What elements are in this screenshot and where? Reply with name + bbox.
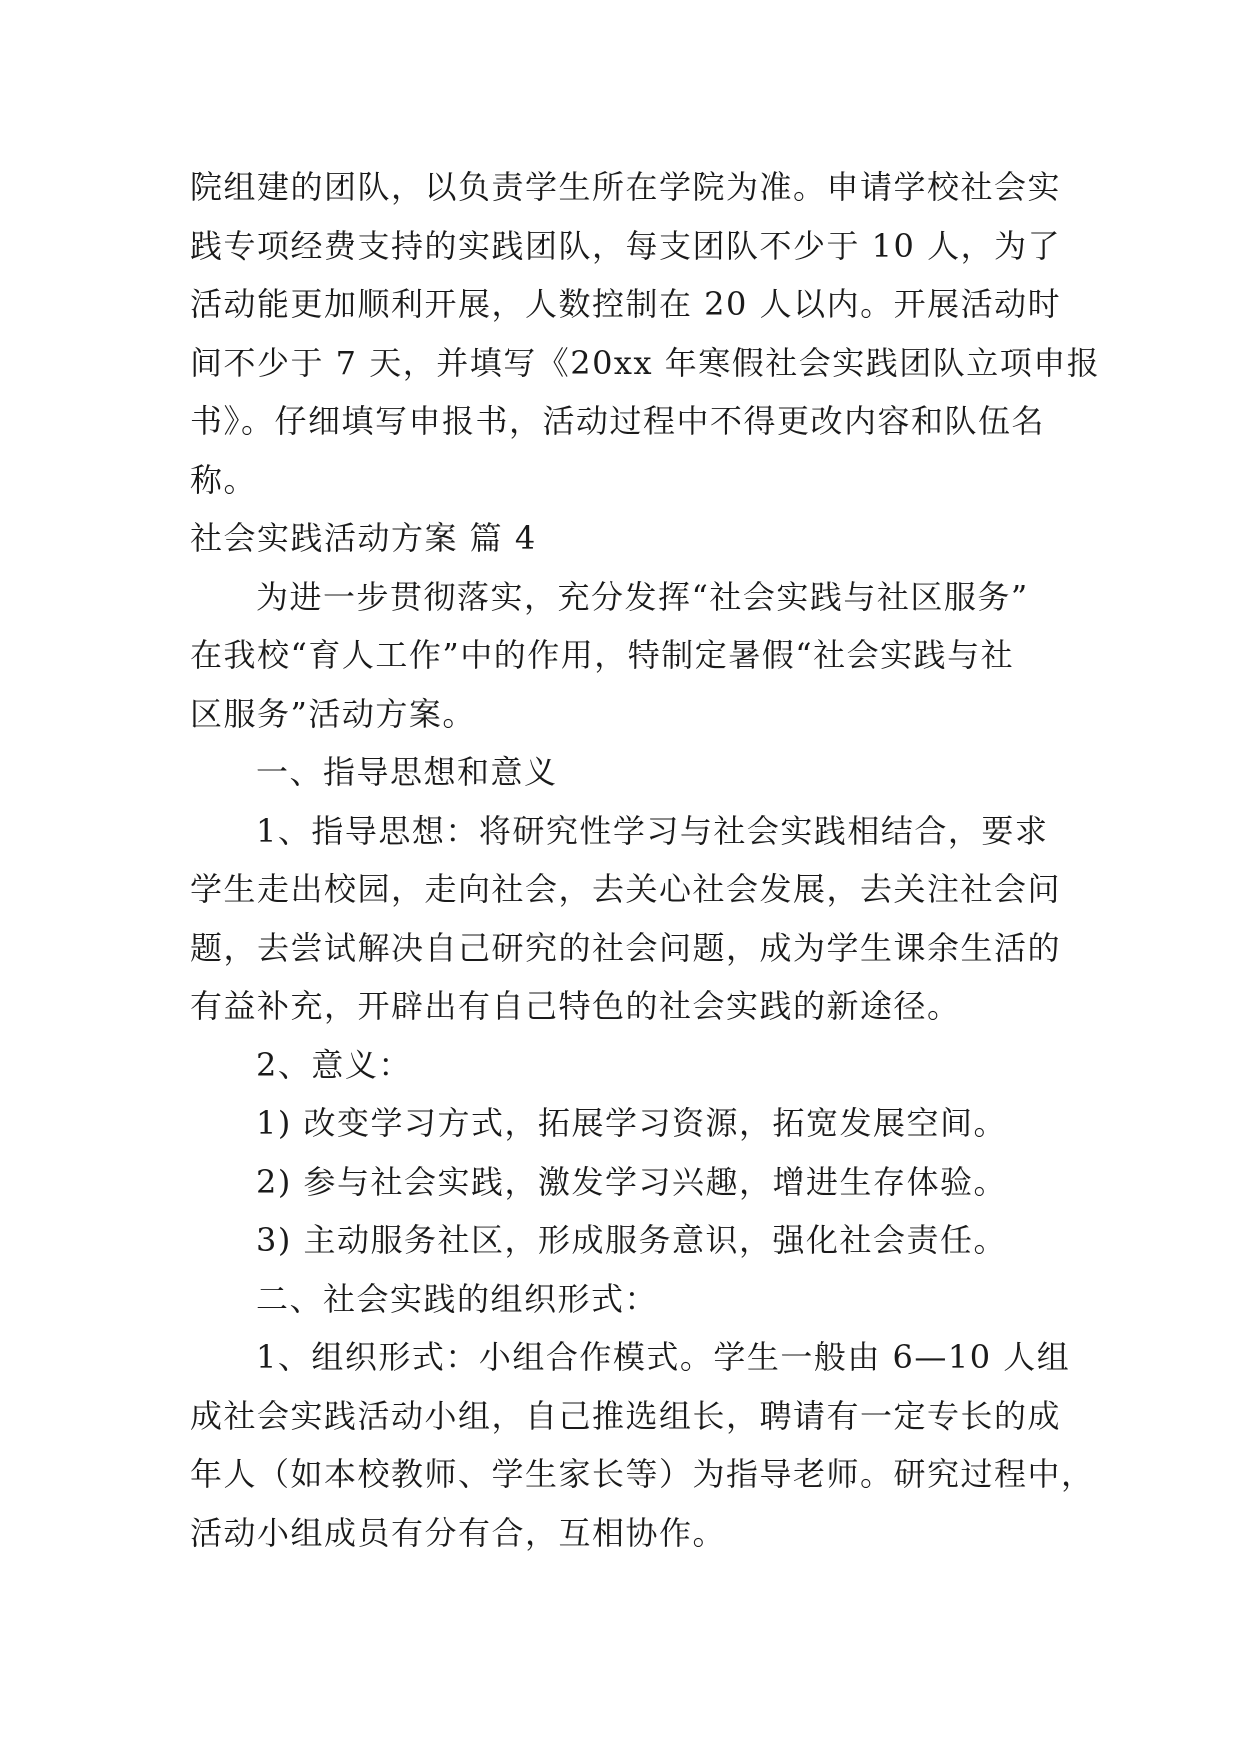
subsection-heading: 一、指导思想和意义 (256, 753, 558, 791)
text-line: 践专项经费支持的实践团队，每支团队不少于 10 人，为了 (190, 226, 1062, 265)
text-line: 成社会实践活动小组，自己推选组长，聘请有一定专长的成 (190, 1396, 1062, 1435)
section-heading: 社会实践活动方案 篇 4 (190, 519, 537, 557)
text-line: 学生走出校园，走向社会，去关心社会发展，去关注社会问 (190, 870, 1062, 908)
document-body (190, 158, 1101, 1562)
text-line: 活动能更加顺利开展，人数控制在 20 人以内。开展活动时 (190, 285, 1062, 323)
list-item: 2) 参与社会实践，激发学习兴趣，增进生存体验。 (256, 1162, 1008, 1201)
text-line: 1、指导思想：将研究性学习与社会实践相结合，要求 (256, 811, 1049, 850)
list-item: 3) 主动服务社区，形成服务意识，强化社会责任。 (256, 1221, 1008, 1259)
text-line: 年人（如本校教师、学生家长等）为指导老师。研究过程中， (190, 1455, 1095, 1493)
text-line: 为进一步贯彻落实，充分发挥“社会实践与社区服务” (256, 577, 1029, 616)
text-line: 院组建的团队，以负责学生所在学院为准。申请学校社会实 (190, 168, 1062, 206)
list-item: 1) 改变学习方式，拓展学习资源，拓宽发展空间。 (256, 1104, 1008, 1142)
text-line: 称。 (190, 460, 258, 499)
text-line: 题，去尝试解决自己研究的社会问题，成为学生课余生活的 (190, 928, 1062, 967)
text-line: 2、意义： (256, 1045, 412, 1084)
text-line: 1、组织形式：小组合作模式。学生一般由 6—10 人组 (256, 1338, 1071, 1376)
text-line: 间不少于 7 天，并填写《20xx 年寒假社会实践团队立项申报 (190, 343, 1101, 382)
text-line: 区服务”活动方案。 (190, 694, 476, 733)
text-line: 活动小组成员有分有合，互相协作。 (190, 1513, 727, 1552)
text-line: 书》。仔细填写申报书，活动过程中不得更改内容和队伍名 (190, 402, 1046, 440)
subsection-heading: 二、社会实践的组织形式： (256, 1279, 659, 1318)
text-line: 有益补充，开辟出有自己特色的社会实践的新途径。 (190, 987, 961, 1025)
text-line: 在我校“育人工作”中的作用，特制定暑假“社会实践与社 (190, 636, 1015, 674)
